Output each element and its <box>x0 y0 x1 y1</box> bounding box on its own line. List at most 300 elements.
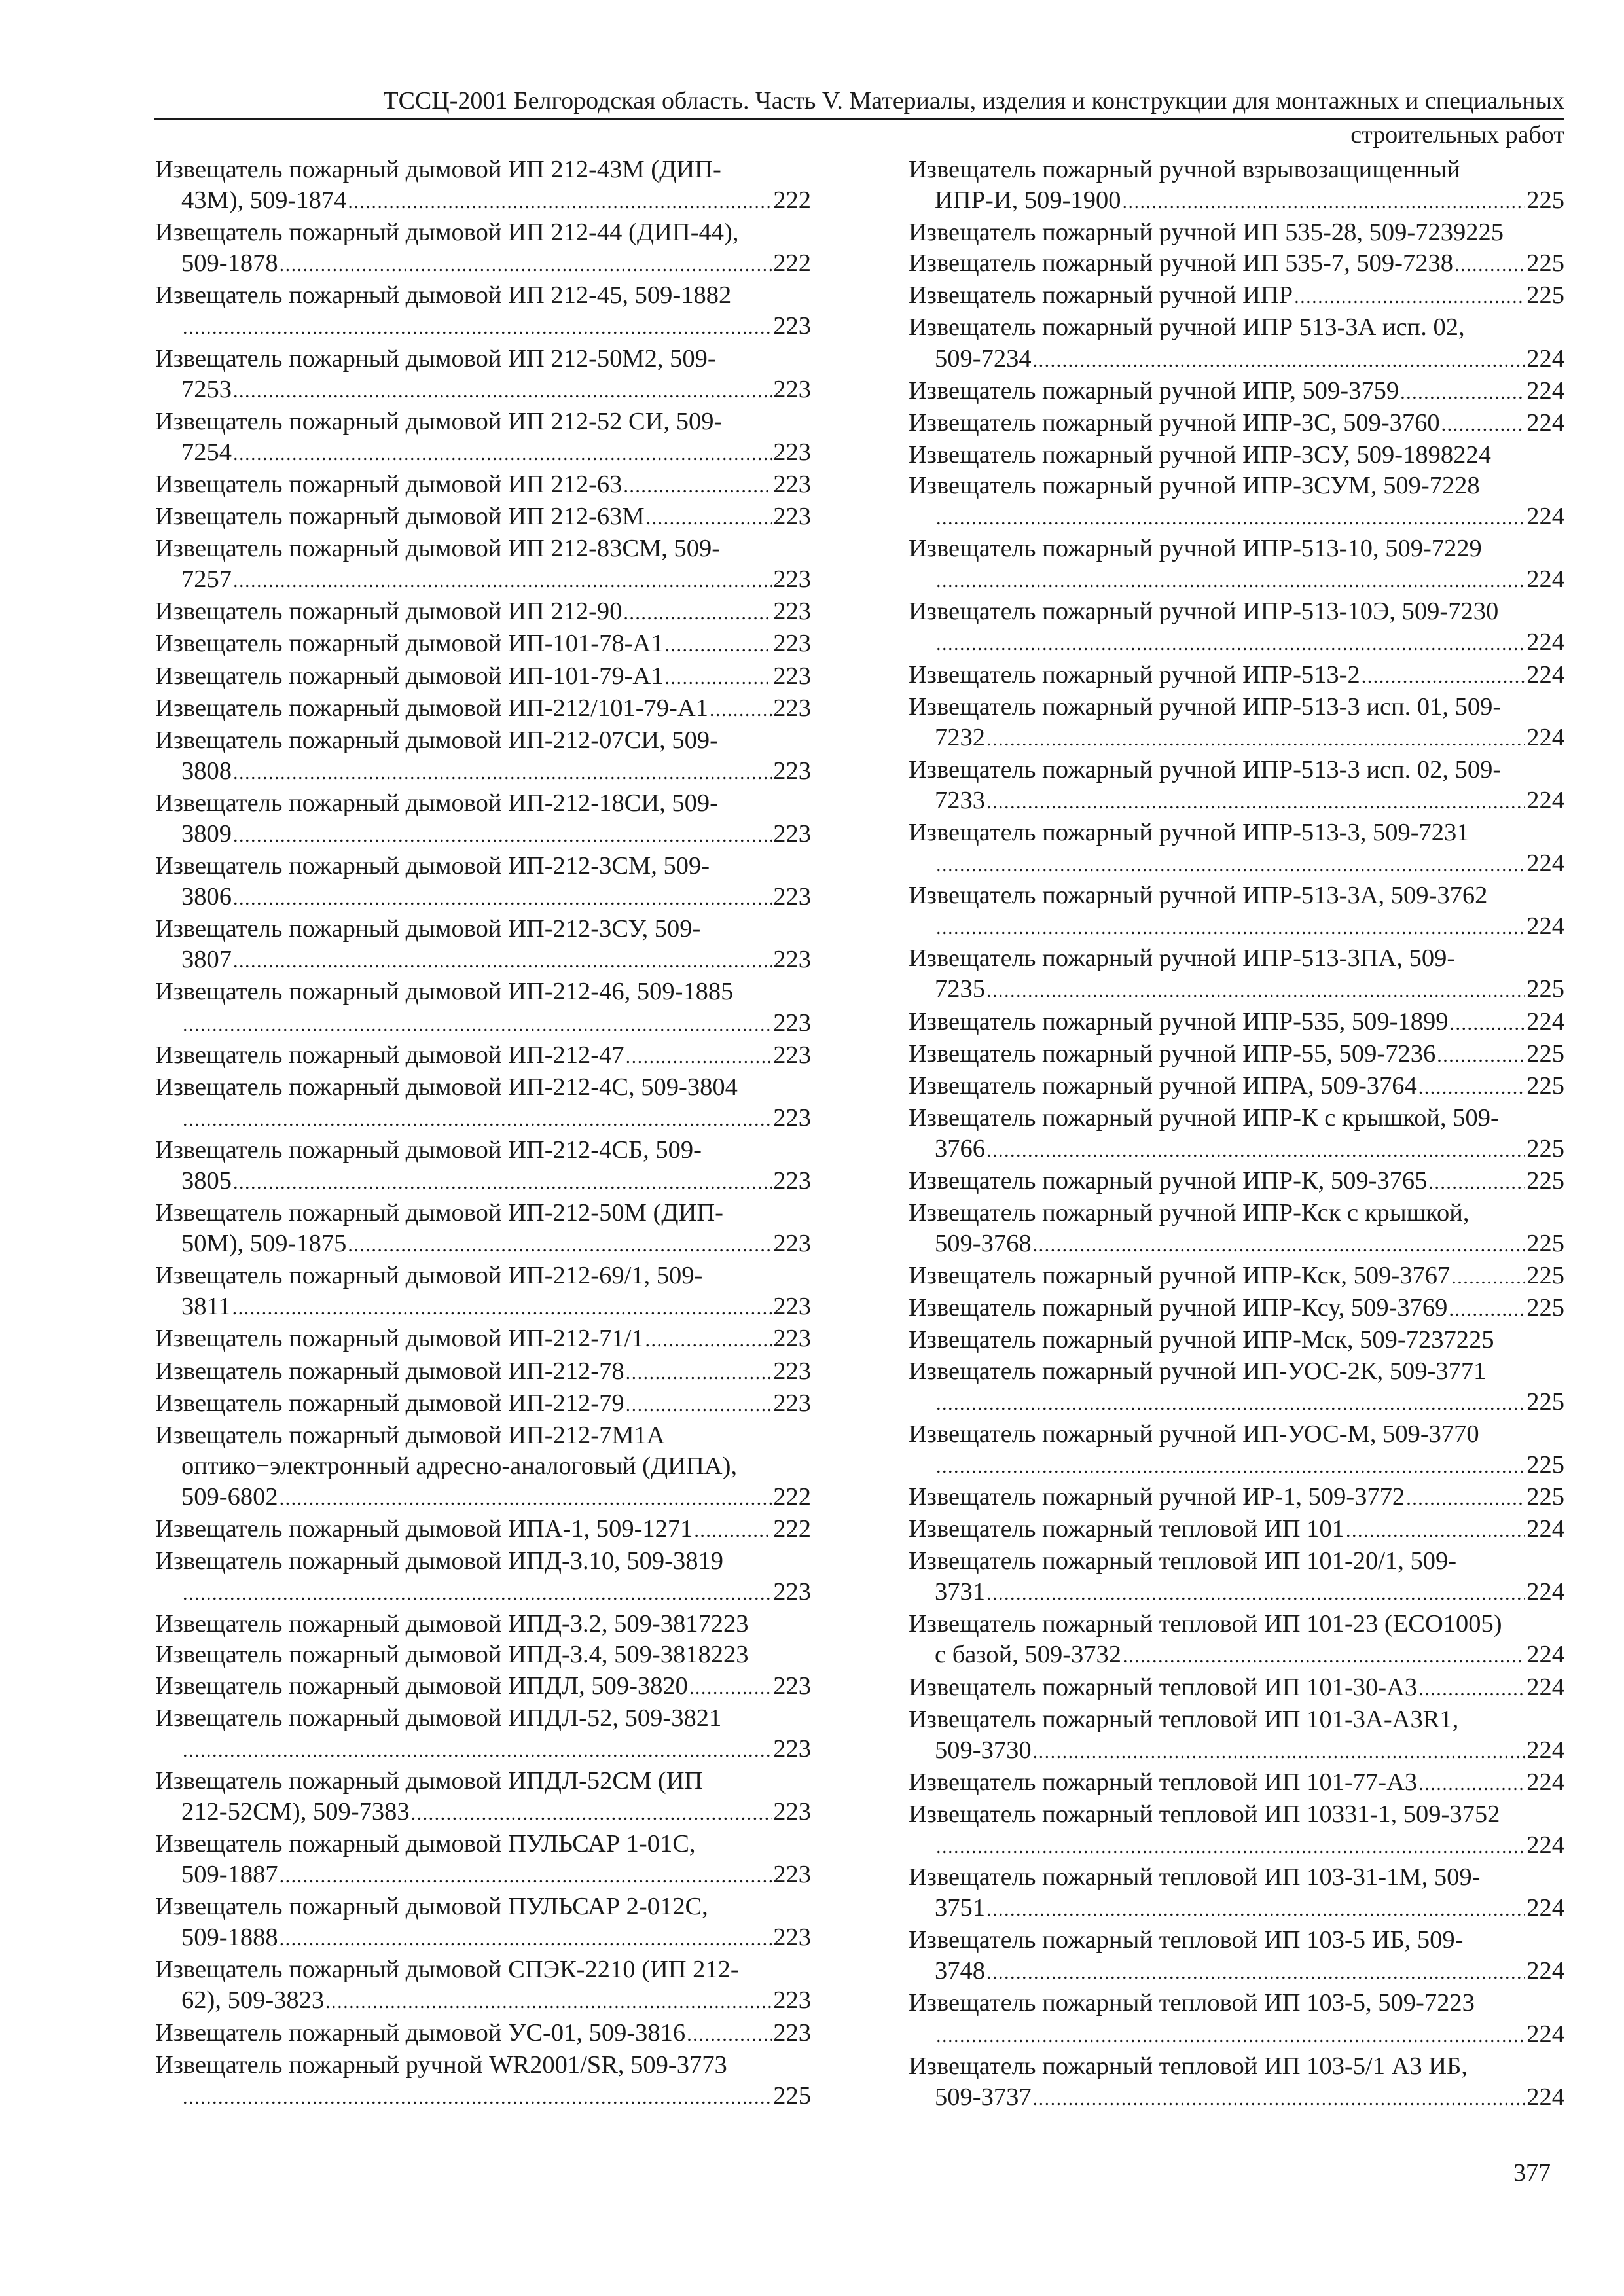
entry-text: Извещатель пожарный дымовой ИПД-3.4, 509-3818 <box>155 1641 711 1669</box>
entry-text-continued: 7235 <box>935 975 985 1003</box>
entry-text-continued: 509-3737 <box>935 2083 1032 2111</box>
entry-text: Извещатель пожарный дымовой ИП-212-71/1 <box>155 1325 644 1353</box>
index-entry <box>909 217 1564 248</box>
index-entry <box>155 1388 811 1420</box>
dot-leader <box>1346 1514 1525 1546</box>
entry-page-number: 224 <box>1526 1768 1564 1796</box>
entry-text: Извещатель пожарный ручной ИПР-Кск, 509-3767 <box>909 1262 1451 1290</box>
dot-leader <box>626 1388 772 1420</box>
index-entry <box>909 376 1564 408</box>
dot-leader <box>1451 1261 1525 1293</box>
entry-text: Извещатель пожарный дымовой ИП-212-78 <box>155 1357 624 1385</box>
index-column-left <box>155 154 811 2113</box>
entry-page-number: 225 <box>1526 1071 1564 1100</box>
index-entry <box>155 1671 811 1703</box>
entry-page-number: 224 <box>1526 2020 1564 2048</box>
entry-text: Извещатель пожарный ручной ИПР, 509-3759 <box>909 376 1399 404</box>
dot-leader <box>1362 660 1526 692</box>
entry-text: Извещатель пожарный ручной ИПР-513-10Э, 509-7230 <box>909 598 1499 626</box>
entry-page-number: 225 <box>1526 1134 1564 1162</box>
dot-leader <box>986 1893 1525 1925</box>
dot-leader <box>183 2081 772 2113</box>
dot-leader <box>1418 1672 1525 1704</box>
entry-page-number: 223 <box>773 1230 811 1258</box>
entry-page-number: 225 <box>1466 219 1504 247</box>
entry-text: Извещатель пожарный тепловой ИП 10331-1, 509-3752 <box>909 1800 1500 1828</box>
entry-page-number: 224 <box>1526 344 1564 372</box>
index-entry <box>155 533 811 596</box>
entry-page-number: 223 <box>773 1672 811 1700</box>
entry-text: Извещатель пожарный ручной ИР-1, 509-3772 <box>909 1482 1405 1511</box>
entry-page-number: 223 <box>773 1167 811 1194</box>
entry-text: Извещатель пожарный ручной ИПР-535, 509-1899 <box>909 1007 1449 1035</box>
index-entry <box>155 1261 811 1323</box>
entry-text: Извещатель пожарный дымовой СПЭК-2210 (ИП 212- <box>155 1956 739 1984</box>
index-entry <box>155 406 811 469</box>
entry-text: Извещатель пожарный ручной взрывозащищенный <box>909 156 1460 183</box>
entry-text: Извещатель пожарный ручной ИПР-513-3 исп. 01, 509- <box>909 692 1502 721</box>
entry-page-number: 224 <box>1526 565 1564 594</box>
index-entry <box>155 2050 811 2113</box>
dot-leader <box>233 882 772 914</box>
dot-leader <box>664 661 772 693</box>
dot-leader <box>348 185 772 217</box>
entry-text-continued: 3807 <box>181 946 232 974</box>
dot-leader <box>183 1577 772 1609</box>
index-entry <box>909 880 1564 943</box>
index-entry <box>155 596 811 628</box>
entry-page-number: 223 <box>773 1861 811 1889</box>
dot-leader <box>233 944 772 977</box>
dot-leader <box>183 1103 772 1135</box>
entry-page-number: 223 <box>773 470 811 498</box>
dot-leader <box>936 1450 1525 1482</box>
index-entry <box>909 1325 1564 1355</box>
index-entry <box>909 817 1564 880</box>
dot-leader <box>936 911 1525 943</box>
entry-text-continued: 7253 <box>181 375 232 403</box>
dot-leader <box>664 628 772 660</box>
entry-page-number: 224 <box>1526 850 1564 878</box>
entry-text-continued: 3808 <box>181 757 232 785</box>
entry-text: Извещатель пожарный ручной ИПР-3СУ, 509-1898 <box>909 440 1454 469</box>
dot-leader <box>1033 1229 1526 1261</box>
index-entry <box>909 660 1564 692</box>
entry-page-number: 223 <box>773 1103 811 1132</box>
entry-text: Извещатель пожарный дымовой ИП-212-18СИ, 509- <box>155 789 718 817</box>
entry-text: Извещатель пожарный дымовой ИПДЛ, 509-3820 <box>155 1672 688 1700</box>
entry-page-number: 224 <box>1526 1007 1564 1035</box>
entry-text: Извещатель пожарный ручной ИПР 513-3А исп. 02, <box>909 314 1465 342</box>
index-entry <box>909 1704 1564 1767</box>
entry-text-continued: ИПР-И, 509-1900 <box>935 187 1121 215</box>
entry-text: Извещатель пожарный ручной ИПР <box>909 281 1293 310</box>
entry-text: Извещатель пожарный тепловой ИП 103-5 ИБ, 509- <box>909 1926 1464 1954</box>
index-entry <box>155 1135 811 1198</box>
index-entry <box>909 408 1564 440</box>
entry-page-number: 225 <box>1526 1450 1564 1479</box>
dot-leader <box>1449 1007 1525 1039</box>
entry-text: Извещатель пожарный дымовой ИП-212-4С, 509-3804 <box>155 1073 738 1101</box>
entry-text: Извещатель пожарный тепловой ИП 103-31-1М, 509- <box>909 1863 1481 1892</box>
index-entry <box>155 280 811 343</box>
index-entry <box>155 1766 811 1829</box>
entry-page-number: 223 <box>773 438 811 466</box>
index-entry <box>909 312 1564 375</box>
entry-page-number: 223 <box>773 662 811 690</box>
entry-page-number: 224 <box>1526 660 1564 689</box>
index-entry <box>909 1482 1564 1514</box>
dot-leader <box>233 374 772 406</box>
index-entry <box>909 1862 1564 1925</box>
index-entry <box>155 1892 811 1954</box>
entry-text: Извещатель пожарный ручной ИПР-513-3ПА, 509- <box>909 944 1456 973</box>
entry-page-number: 223 <box>773 1357 811 1385</box>
entry-text-continued: 3731 <box>935 1578 985 1606</box>
index-entry <box>909 1419 1564 1482</box>
dot-leader <box>1428 1166 1525 1198</box>
entry-page-number: 225 <box>1526 249 1564 278</box>
index-entry <box>909 1293 1564 1325</box>
entry-text: Извещатель пожарный дымовой ИПДЛ-52СМ (ИП <box>155 1767 703 1795</box>
index-entry <box>909 1103 1564 1166</box>
index-entry <box>909 533 1564 596</box>
entry-text: Извещатель пожарный дымовой ИП 212-90 <box>155 598 623 626</box>
page-number: 377 <box>1513 2159 1551 2187</box>
entry-page-number: 224 <box>1526 1894 1564 1922</box>
entry-page-number: 223 <box>773 1389 811 1417</box>
entry-text-continued: 7254 <box>181 438 232 466</box>
entry-text: Извещатель пожарный тепловой ИП 103-5, 509-7223 <box>909 1989 1475 2017</box>
entry-text: Извещатель пожарный ручной ИПР-513-3 исп. 02, 509- <box>909 755 1502 783</box>
dot-leader <box>986 1577 1525 1609</box>
entry-text: Извещатель пожарный дымовой ИП-212-07СИ, 509- <box>155 726 718 754</box>
dot-leader <box>1449 1293 1525 1325</box>
dot-leader <box>233 437 772 469</box>
entry-text: Извещатель пожарный дымовой ИП 212-43М (ДИП- <box>155 156 721 183</box>
entry-text: Извещатель пожарный тепловой ИП 101-30-А3 <box>909 1673 1418 1701</box>
entry-text-continued: 3805 <box>181 1167 232 1194</box>
index-entry <box>909 248 1564 280</box>
entry-text: Извещатель пожарный дымовой ИП-212-69/1, 509- <box>155 1262 703 1290</box>
entry-text: Извещатель пожарный дымовой ПУЛЬСАР 2-012С, <box>155 1893 708 1921</box>
index-entry <box>909 1356 1564 1419</box>
entry-text: Извещатель пожарный дымовой ИП 212-52 СИ, 509- <box>155 407 723 435</box>
entry-text: Извещатель пожарный дымовой ИП 212-45, 509-1882 <box>155 281 732 310</box>
dot-leader <box>232 1291 772 1323</box>
entry-text-continued: оптико−электронный адресно-аналоговый (ДИПА), <box>181 1452 738 1480</box>
index-entry <box>155 628 811 660</box>
entry-text-continued: 50М), 509-1875 <box>181 1230 347 1258</box>
index-entry <box>155 469 811 501</box>
dot-leader <box>986 1956 1525 1988</box>
entry-text: Извещатель пожарный дымовой ПУЛЬСАР 1-01С, <box>155 1829 696 1857</box>
index-entry <box>155 1356 811 1388</box>
dot-leader <box>1294 280 1525 312</box>
index-entry <box>909 1988 1564 2051</box>
entry-text-continued: 62), 509-3823 <box>181 1986 325 2015</box>
header-subtitle: строительных работ <box>1350 121 1564 149</box>
entry-page-number: 223 <box>773 375 811 403</box>
index-column-right <box>909 154 1564 2114</box>
entry-page-number: 223 <box>773 1041 811 1069</box>
entry-page-number: 223 <box>773 1986 811 2015</box>
index-entry <box>909 1198 1564 1261</box>
entry-page-number: 223 <box>773 694 811 722</box>
dot-leader <box>280 1859 772 1892</box>
index-entry <box>155 1420 811 1514</box>
entry-page-number: 224 <box>1526 408 1564 437</box>
entry-page-number: 223 <box>773 819 811 848</box>
entry-text: Извещатель пожарный дымовой ИПДЛ-52, 509-3821 <box>155 1704 722 1732</box>
entry-page-number: 223 <box>773 883 811 911</box>
entry-text: Извещатель пожарный дымовой ИП-212/101-79-А1 <box>155 694 708 722</box>
entry-page-number: 224 <box>1526 1641 1564 1669</box>
dot-leader <box>986 974 1525 1006</box>
entry-text: Извещатель пожарный тепловой ИП 101-3А-А3R1, <box>909 1705 1459 1733</box>
entry-text: Извещатель пожарный дымовой ИП-212-4СБ, 509- <box>155 1136 702 1164</box>
entry-page-number: 225 <box>1526 1262 1564 1290</box>
dot-leader <box>936 2019 1525 2051</box>
entry-text: Извещатель пожарный ручной ИПР-55, 509-7236 <box>909 1039 1436 1067</box>
entry-page-number: 225 <box>1526 1294 1564 1322</box>
index-entry <box>909 440 1564 471</box>
entry-text: Извещатель пожарный дымовой ИП 212-63М <box>155 503 645 531</box>
entry-page-number: 224 <box>1526 1578 1564 1606</box>
entry-text: Извещатель пожарный дымовой ИП-212-79 <box>155 1389 624 1417</box>
entry-text: Извещатель пожарный дымовой ИП-212-50М (ДИП- <box>155 1199 723 1227</box>
entry-text-continued: 3751 <box>935 1894 985 1922</box>
index-entry <box>909 943 1564 1006</box>
entry-text: Извещатель пожарный дымовой ИП-101-78-А1 <box>155 630 664 658</box>
index-entry <box>155 1829 811 1892</box>
entry-text: Извещатель пожарный дымовой ИП 212-63 <box>155 470 623 498</box>
dot-leader <box>1033 1735 1526 1767</box>
index-entry <box>909 1767 1564 1799</box>
dot-leader <box>936 564 1525 596</box>
entry-text: Извещатель пожарный ручной ИПР-Кск с крышкой, <box>909 1199 1470 1227</box>
entry-text-continued: 3766 <box>935 1134 985 1162</box>
dot-leader <box>1418 1767 1525 1799</box>
index-entry <box>155 154 811 217</box>
index-entry <box>155 1514 811 1546</box>
dot-leader <box>183 311 772 343</box>
entry-text: Извещатель пожарный ручной ИПР-513-2 <box>909 660 1360 689</box>
entry-text: Извещатель пожарный дымовой ИПД-3.10, 509-3819 <box>155 1547 723 1575</box>
entry-page-number: 224 <box>1526 1515 1564 1543</box>
entry-text: Извещатель пожарный ручной ИП 535-7, 509-7238 <box>909 249 1453 278</box>
dot-leader <box>233 564 772 596</box>
entry-text: Извещатель пожарный ручной ИПР-513-10, 509-7229 <box>909 535 1482 563</box>
dot-leader <box>936 627 1525 659</box>
entry-page-number: 224 <box>1526 786 1564 814</box>
dot-leader <box>1033 344 1526 376</box>
entry-text: Извещатель пожарный ручной ИПР-513-3А, 509-3762 <box>909 882 1488 910</box>
entry-page-number: 224 <box>1526 503 1564 531</box>
entry-page-number: 225 <box>1526 1230 1564 1258</box>
entry-text: Извещатель пожарный дымовой ИП-101-79-А1 <box>155 662 664 690</box>
entry-page-number: 224 <box>1526 628 1564 656</box>
index-entry <box>155 1703 811 1766</box>
dot-leader <box>1406 1482 1525 1514</box>
index-entry <box>909 1071 1564 1103</box>
dot-leader <box>183 1734 772 1766</box>
entry-text-continued: 509-1887 <box>181 1861 278 1889</box>
dot-leader <box>645 1323 772 1355</box>
entry-text: Извещатель пожарный дымовой ИП 212-50М2, 509- <box>155 344 716 372</box>
dot-leader <box>1122 185 1525 217</box>
index-entry <box>909 1925 1564 1988</box>
dot-leader <box>687 2018 772 2050</box>
entry-page-number: 225 <box>1526 1482 1564 1511</box>
index-entry <box>155 977 811 1039</box>
entry-text-continued: 7232 <box>935 723 985 751</box>
entry-text: Извещатель пожарный ручной ИПР-3СУМ, 509-7228 <box>909 471 1480 499</box>
index-entry <box>155 1609 811 1640</box>
entry-text: Извещатель пожарный тепловой ИП 101-20/1, 509- <box>909 1547 1457 1575</box>
entry-page-number: 223 <box>773 598 811 626</box>
entry-page-number: 224 <box>1526 723 1564 751</box>
index-entry <box>155 1954 811 2017</box>
index-entry <box>155 501 811 533</box>
dot-leader <box>623 469 772 501</box>
index-entry <box>909 2051 1564 2114</box>
entry-page-number: 225 <box>1526 187 1564 215</box>
entry-page-number: 225 <box>1526 1388 1564 1416</box>
entry-page-number: 223 <box>773 1734 811 1763</box>
entry-text: Извещатель пожарный дымовой ИПД-3.2, 509-3817 <box>155 1610 711 1638</box>
entry-text: Извещатель пожарный дымовой ИП 212-83СМ, 509- <box>155 535 721 563</box>
index-entry <box>909 1546 1564 1609</box>
entry-text-continued: 7257 <box>181 565 232 594</box>
entry-text: Извещатель пожарный тепловой ИП 101 <box>909 1515 1344 1543</box>
entry-text-continued: 509-3768 <box>935 1230 1032 1258</box>
entry-page-number: 223 <box>773 757 811 785</box>
entry-page-number: 224 <box>1526 1736 1564 1764</box>
entry-text: Извещатель пожарный ручной ИПР-К с крышкой, 509- <box>909 1103 1499 1132</box>
index-entry <box>909 596 1564 659</box>
dot-leader <box>623 596 772 628</box>
dot-leader <box>626 1356 772 1388</box>
index-entry <box>909 471 1564 533</box>
index-entry <box>155 914 811 977</box>
index-entry <box>155 1546 811 1609</box>
index-entry <box>909 1166 1564 1198</box>
entry-text-continued: 7233 <box>935 786 985 814</box>
entry-text-continued: 3806 <box>181 883 232 911</box>
entry-page-number: 224 <box>1526 912 1564 941</box>
entry-page-number: 223 <box>710 1610 749 1638</box>
entry-page-number: 224 <box>1453 440 1491 469</box>
index-entry <box>155 217 811 280</box>
entry-page-number: 223 <box>773 2018 811 2047</box>
entry-page-number: 223 <box>710 1641 749 1669</box>
index-entry <box>155 1072 811 1135</box>
dot-leader <box>694 1514 772 1546</box>
dot-leader <box>710 693 772 725</box>
entry-page-number: 225 <box>1526 1167 1564 1194</box>
dot-leader <box>986 785 1525 817</box>
index-entry <box>909 1609 1564 1672</box>
entry-page-number: 225 <box>1526 1039 1564 1067</box>
entry-page-number: 224 <box>1526 1673 1564 1701</box>
index-entry <box>909 692 1564 755</box>
dot-leader <box>411 1797 772 1829</box>
entry-text: Извещатель пожарный тепловой ИП 101-77-А3 <box>909 1768 1418 1796</box>
index-entry <box>909 154 1564 217</box>
dot-leader <box>1033 2082 1526 2114</box>
entry-page-number: 223 <box>773 1325 811 1353</box>
entry-page-number: 224 <box>1526 2083 1564 2111</box>
dot-leader <box>936 1830 1525 1862</box>
entry-text: Извещатель пожарный тепловой ИП 103-5/1 А3 ИБ, <box>909 2052 1468 2080</box>
dot-leader <box>936 848 1525 880</box>
entry-text-continued: с базой, 509-3732 <box>935 1641 1122 1669</box>
entry-text-continued: 43М), 509-1874 <box>181 187 347 215</box>
dot-leader <box>1418 1071 1525 1103</box>
dot-leader <box>986 723 1525 755</box>
entry-text: Извещатель пожарный дымовой УС-01, 509-3816 <box>155 2018 686 2047</box>
dot-leader <box>183 1008 772 1040</box>
entry-text-continued: 509-1888 <box>181 1924 278 1952</box>
entry-page-number: 222 <box>773 1515 811 1543</box>
entry-page-number: 223 <box>773 1009 811 1037</box>
entry-text-continued: 509-3730 <box>935 1736 1032 1764</box>
running-header <box>154 86 1564 120</box>
entry-page-number: 223 <box>773 1797 811 1825</box>
entry-page-number: 223 <box>773 503 811 531</box>
dot-leader <box>1454 248 1525 280</box>
entry-text: Извещатель пожарный ручной ИПР-Ксу, 509-3769 <box>909 1294 1448 1322</box>
entry-text: Извещатель пожарный дымовой ИПА-1, 509-1271 <box>155 1515 693 1543</box>
dot-leader <box>1123 1640 1525 1672</box>
index-entry <box>909 1261 1564 1293</box>
index-entry <box>155 344 811 406</box>
entry-text: Извещатель пожарный дымовой ИП-212-3СМ, 509- <box>155 852 710 880</box>
index-entry <box>155 788 811 851</box>
entry-text: Извещатель пожарный ручной ИП-УОС-2К, 509-3771 <box>909 1357 1487 1385</box>
entry-text: Извещатель пожарный ручной ИПР-К, 509-3765 <box>909 1167 1428 1194</box>
entry-text: Извещатель пожарный ручной ИП-УОС-М, 509-3770 <box>909 1420 1479 1448</box>
entry-text: Извещатель пожарный ручной ИПР-3С, 509-3760 <box>909 408 1440 437</box>
index-entry <box>155 661 811 693</box>
dot-leader <box>1437 1039 1525 1071</box>
entry-page-number: 222 <box>773 187 811 215</box>
index-entry <box>155 1040 811 1072</box>
entry-text: Извещатель пожарный ручной ИП 535-28, 509-7239 <box>909 219 1466 247</box>
index-entry <box>155 693 811 725</box>
dot-leader <box>689 1671 772 1703</box>
dot-leader <box>233 1166 772 1198</box>
entry-text: Извещатель пожарный дымовой ИП-212-47 <box>155 1041 624 1069</box>
dot-leader <box>280 1482 772 1514</box>
dot-leader <box>348 1229 772 1261</box>
dot-leader <box>936 1387 1525 1419</box>
entry-page-number: 223 <box>773 946 811 974</box>
dot-leader <box>280 1922 772 1954</box>
entry-text: Извещатель пожарный ручной ИПРА, 509-3764 <box>909 1071 1417 1100</box>
entry-text-continued: 509-6802 <box>181 1482 278 1511</box>
dot-leader <box>325 1985 772 2017</box>
entry-text: Извещатель пожарный дымовой ИП-212-46, 509-1885 <box>155 978 734 1006</box>
entry-text: Извещатель пожарный дымовой ИП-212-7М1А <box>155 1421 665 1449</box>
dot-leader <box>1441 408 1526 440</box>
index-entry <box>909 755 1564 817</box>
index-entry <box>155 725 811 788</box>
index-entry <box>155 1323 811 1355</box>
entry-text-continued: 3748 <box>935 1957 985 1985</box>
entry-page-number: 222 <box>773 1482 811 1511</box>
